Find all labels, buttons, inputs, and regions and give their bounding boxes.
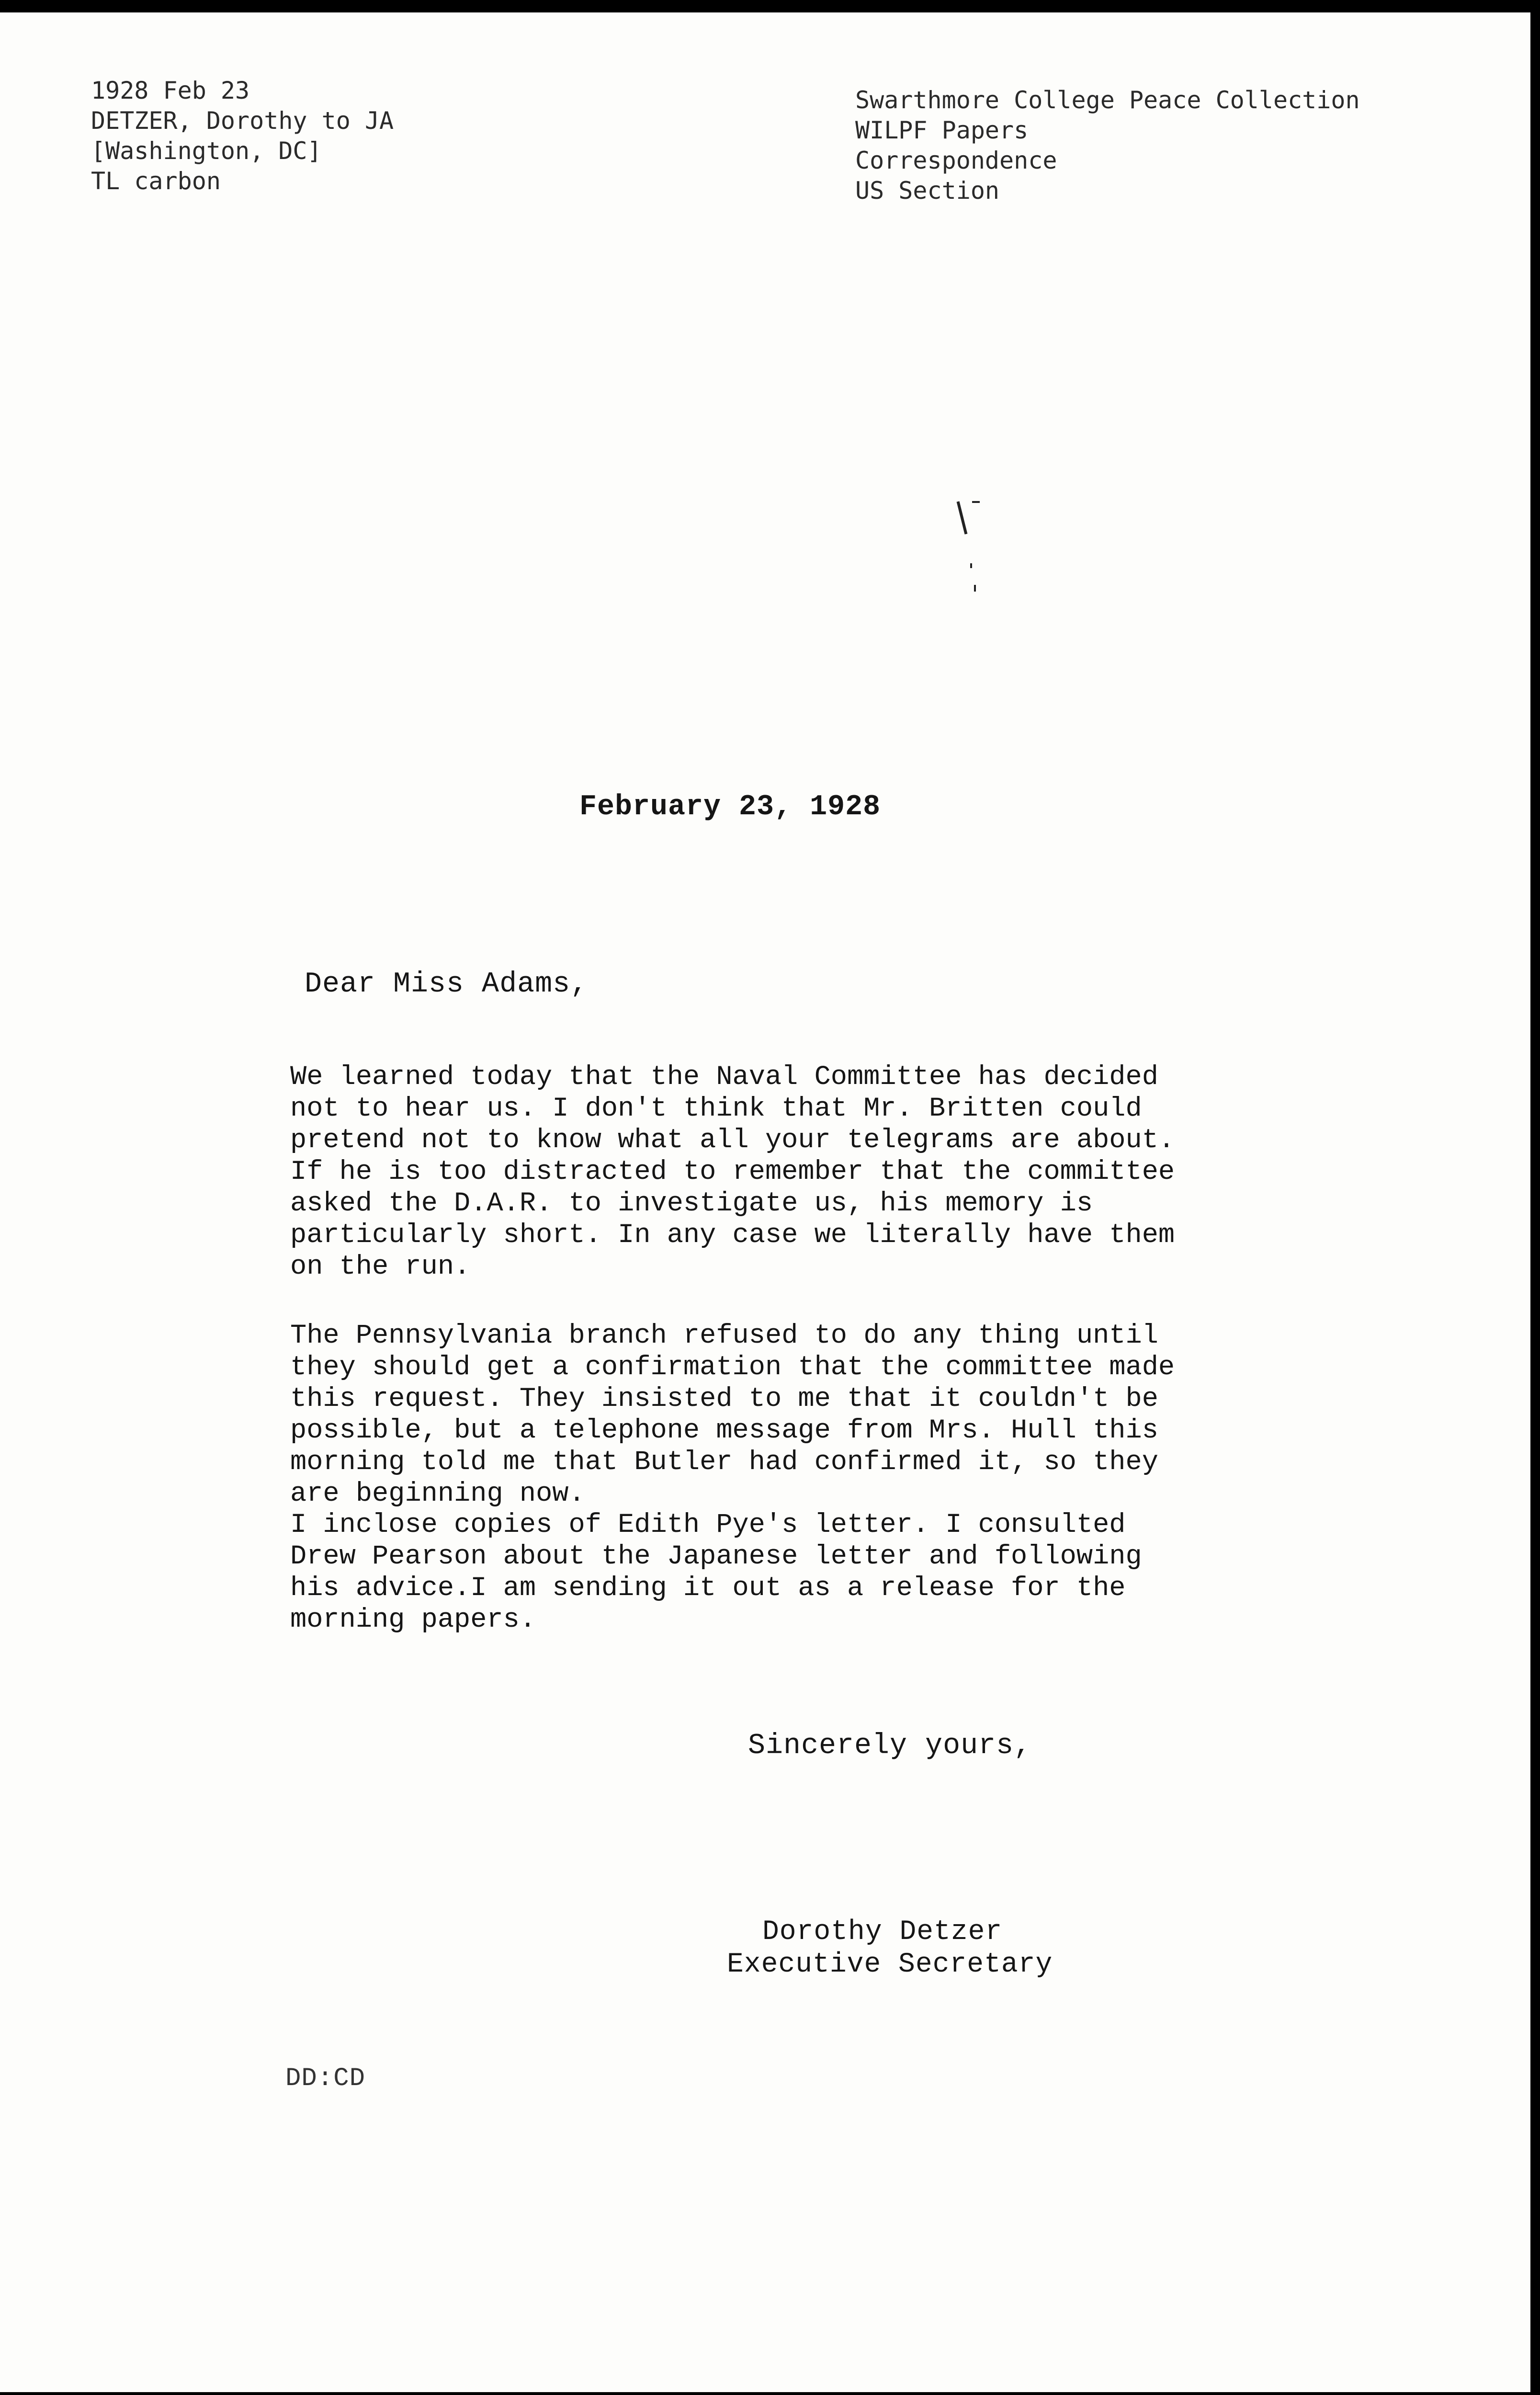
- stray-mark: [957, 501, 968, 534]
- paragraph-line: asked the D.A.R. to investigate us, his memory is: [290, 1188, 1093, 1219]
- collection-name: Swarthmore College Peace Collection: [855, 86, 1360, 114]
- paragraph-line: pretend not to know what all your telegrams are about.: [290, 1125, 1175, 1156]
- reference-initials: DD:CD: [285, 2064, 366, 2093]
- paragraph-line: morning told me that Butler had confirmed it, so they: [290, 1447, 1158, 1478]
- paragraph-line: We learned today that the Naval Committee has decided: [290, 1062, 1158, 1093]
- letter-date: February 23, 1928: [579, 791, 881, 823]
- paragraph-line: not to hear us. I don't think that Mr. Britten could: [290, 1094, 1142, 1124]
- catalog-correspondents: DETZER, Dorothy to JA: [91, 107, 394, 135]
- paragraph-line: they should get a confirmation that the committee made: [290, 1352, 1175, 1383]
- archive-collection-info: [855, 85, 1360, 206]
- catalog-place: [Washington, DC]: [91, 137, 322, 165]
- collection-series: WILPF Papers: [855, 116, 1029, 144]
- letter-page: [0, 12, 1530, 2392]
- body-paragraph: [290, 1509, 1142, 1636]
- stray-mark: [974, 585, 976, 592]
- archive-catalog-info: [91, 76, 394, 196]
- body-paragraph: [290, 1061, 1175, 1283]
- paragraph-line: possible, but a telephone message from Mrs. Hull this: [290, 1415, 1158, 1446]
- paragraph-line: I inclose copies of Edith Pye's letter. I consulted: [290, 1510, 1126, 1540]
- paragraph-line: on the run.: [290, 1252, 471, 1282]
- paragraph-line: Drew Pearson about the Japanese letter and following: [290, 1541, 1142, 1572]
- paragraph-line: particularly short. In any case we literally have them: [290, 1220, 1175, 1251]
- paragraph-line: his advice.I am sending it out as a release for the: [290, 1573, 1126, 1604]
- collection-section: US Section: [855, 177, 1000, 205]
- signer-title: Executive Secretary: [727, 1949, 1053, 1980]
- paragraph-line: are beginning now.: [290, 1479, 585, 1509]
- body-paragraph: [290, 1320, 1175, 1510]
- stray-mark: [972, 501, 980, 503]
- stray-mark: [970, 563, 972, 568]
- paragraph-line: If he is too distracted to remember that the committee: [290, 1157, 1175, 1187]
- closing: Sincerely yours,: [748, 1730, 1032, 1762]
- catalog-format: TL carbon: [91, 167, 221, 195]
- catalog-date: 1928 Feb 23: [91, 77, 250, 104]
- salutation: Dear Miss Adams,: [305, 968, 589, 1001]
- paragraph-line: The Pennsylvania branch refused to do any thing until: [290, 1321, 1158, 1351]
- signer-name: Dorothy Detzer: [762, 1916, 1003, 1948]
- collection-subseries: Correspondence: [855, 147, 1057, 174]
- paragraph-line: this request. They insisted to me that it couldn't be: [290, 1384, 1158, 1414]
- paragraph-line: morning papers.: [290, 1605, 536, 1635]
